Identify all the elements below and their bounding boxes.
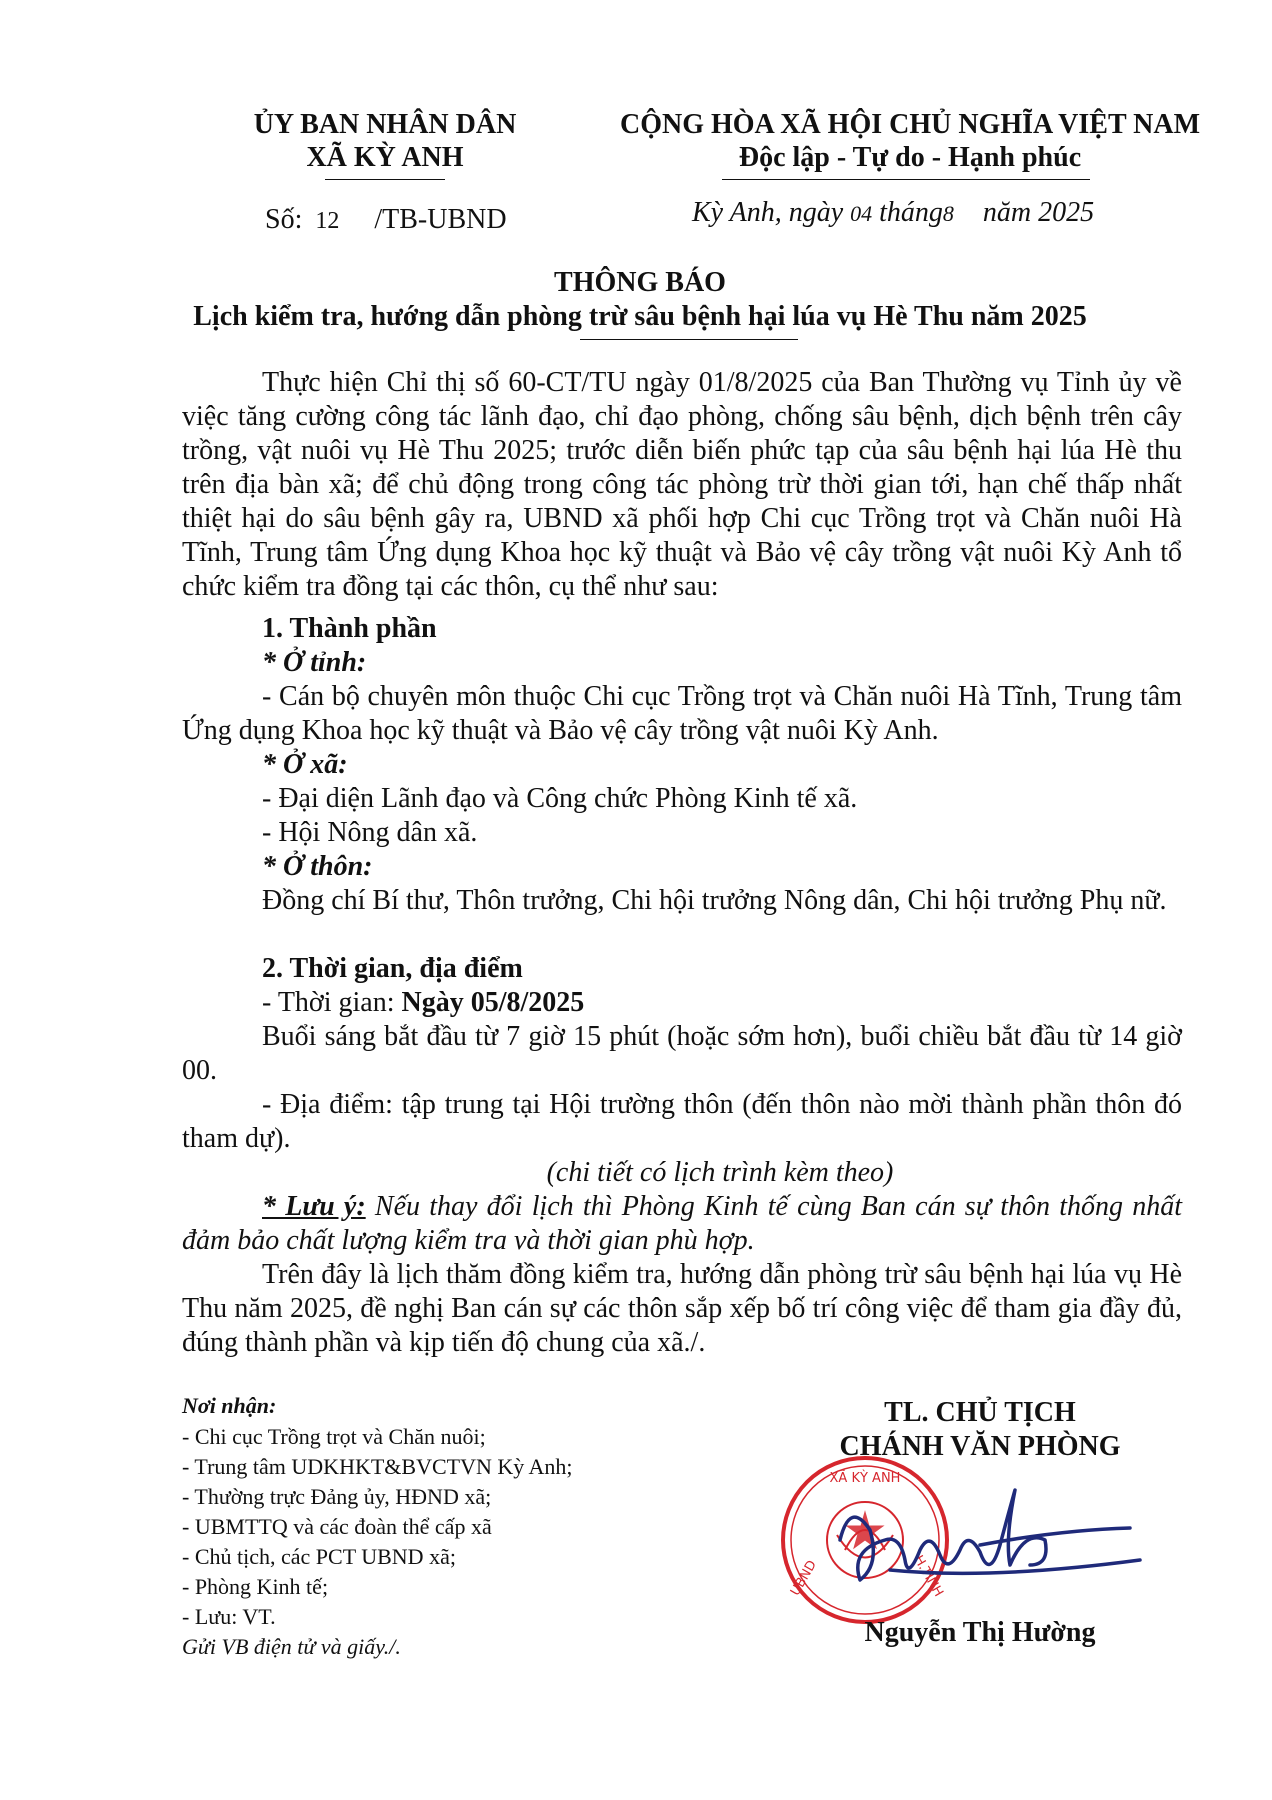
org-line1: ỦY BAN NHÂN DÂN	[253, 109, 517, 140]
recipient-item: - Chi cục Trồng trọt và Chăn nuôi;	[182, 1424, 486, 1449]
note-paragraph	[182, 1190, 1182, 1258]
doc-subject: Lịch kiểm tra, hướng dẫn phòng trừ sâu bệnh hại lúa vụ Hè Thu năm 2025	[193, 301, 1087, 332]
recipient-item: - Thường trực Đảng ủy, HĐND xã;	[182, 1484, 492, 1509]
stamp-right-text: H.TĨNH	[910, 1553, 946, 1600]
recipient-item: - Chủ tịch, các PCT UBND xã;	[182, 1544, 456, 1569]
handwritten-signature	[830, 1470, 1150, 1610]
commune-label: * Ở xã:	[262, 749, 348, 780]
country-name: CỘNG HÒA XÃ HỘI CHỦ NGHĨA VIỆT NAM	[619, 109, 1201, 140]
recipients-list	[182, 1422, 782, 1662]
province-text: - Cán bộ chuyên môn thuộc Chi cục Trồng trọt và Chăn nuôi Hà Tĩnh, Trung tâm Ứng dụng Khoa học kỹ thuật và Bảo vệ cây trồng vật nuôi Kỳ Anh.	[182, 681, 1182, 746]
commune-item-1: - Đại diện Lãnh đạo và Công chức Phòng Kinh tế xã.	[262, 783, 858, 814]
signature-title-2: CHÁNH VĂN PHÒNG	[839, 1431, 1121, 1462]
closing-paragraph: Trên đây là lịch thăm đồng kiểm tra, hướng dẫn phòng trừ sâu bệnh hại lúa vụ Hè Thu năm 2025, đề nghị Ban cán sự các thôn sắp xếp bố trí công việc để tham gia đầy đủ, đúng thành phần và kịp tiến độ chung của xã./.	[182, 1259, 1182, 1358]
time-line	[262, 986, 584, 1020]
time-value: Ngày 05/8/2025	[401, 987, 585, 1018]
village-label: * Ở thôn:	[262, 851, 373, 882]
time-label: - Thời gian:	[262, 987, 395, 1018]
date-place: Kỳ Anh, ngày	[692, 197, 844, 228]
doc-number	[265, 203, 507, 238]
note-label: * Lưu ý:	[262, 1191, 366, 1222]
intro-paragraph: Thực hiện Chỉ thị số 60-CT/TU ngày 01/8/2025 của Ban Thường vụ Tỉnh ủy về việc tăng cường công tác lãnh đạo, chỉ đạo phòng, chống sâu bệnh, dịch bệnh trên cây trồng, vật nuôi vụ Hè Thu 2025; trước diễn biến phức tạp của sâu bệnh hại lúa Hè thu trên địa bàn xã; để chủ động trong công tác phòng trừ thời gian tới, hạn chế thấp nhất thiệt hại do sâu bệnh gây ra, UBND xã phối hợp Chi cục Trồng trọt và Chăn nuôi Hà Tĩnh, Trung tâm Ứng dụng Khoa học kỹ thuật và Bảo vệ cây trồng vật nuôi Kỳ Anh tổ chức kiểm tra đồng tại các thôn, cụ thể như sau:	[182, 367, 1182, 602]
doc-number-prefix: Số:	[265, 204, 303, 235]
date-month: 8	[942, 201, 954, 226]
commune-item-2: - Hội Nông dân xã.	[262, 817, 478, 848]
signature-title-1: TL. CHỦ TỊCH	[884, 1397, 1076, 1428]
subject-underline	[580, 339, 798, 340]
section1-title: 1. Thành phần	[262, 613, 437, 644]
doc-number-value: 12	[315, 208, 340, 234]
doc-type-title: THÔNG BÁO	[554, 267, 726, 298]
date-year: năm 2025	[982, 197, 1095, 228]
place-text: - Địa điểm: tập trung tại Hội trường thôn (đến thôn nào mời thành phần thôn đó tham dự).	[182, 1089, 1182, 1154]
recipient-item: - Phòng Kinh tế;	[182, 1574, 329, 1599]
org-line2: XÃ KỲ ANH	[306, 142, 464, 173]
recipient-item: - UBMTTQ và các đoàn thể cấp xã	[182, 1514, 492, 1539]
date-day: 04	[850, 201, 873, 226]
org-underline	[325, 179, 445, 180]
recipients-label: Nơi nhận:	[182, 1393, 277, 1418]
stamp-top-text: XÃ KỲ ANH	[829, 1471, 901, 1486]
note-text: Nếu thay đổi lịch thì Phòng Kinh tế cùng Ban cán sự thôn thống nhất đảm bảo chất lượng kiểm tra và thời gian phù hợp.	[182, 1191, 1183, 1256]
village-text: Đồng chí Bí thư, Thôn trưởng, Chi hội trưởng Nông dân, Chi hội trưởng Phụ nữ.	[262, 885, 1167, 916]
province-label: * Ở tỉnh:	[262, 647, 367, 678]
section2-title: 2. Thời gian, địa điểm	[262, 953, 523, 984]
recipients-footer: Gửi VB điện tử và giấy./.	[182, 1634, 401, 1659]
signer-name: Nguyễn Thị Hường	[864, 1617, 1096, 1648]
doc-number-suffix: /TB-UBND	[374, 204, 507, 235]
date-month-label: tháng	[879, 197, 943, 228]
time-detail: Buổi sáng bắt đầu từ 7 giờ 15 phút (hoặc sớm hơn), buổi chiều bắt đầu từ 14 giờ 00.	[182, 1021, 1182, 1086]
motto-underline	[722, 179, 1090, 180]
recipient-item: - Lưu: VT.	[182, 1604, 276, 1629]
detail-note: (chi tiết có lịch trình kèm theo)	[546, 1157, 894, 1188]
date-line	[692, 196, 1094, 231]
recipient-item: - Trung tâm UDKHKT&BVCTVN Kỳ Anh;	[182, 1454, 573, 1479]
stamp-left-text: UBND	[787, 1557, 821, 1599]
motto: Độc lập - Tự do - Hạnh phúc	[738, 142, 1082, 173]
